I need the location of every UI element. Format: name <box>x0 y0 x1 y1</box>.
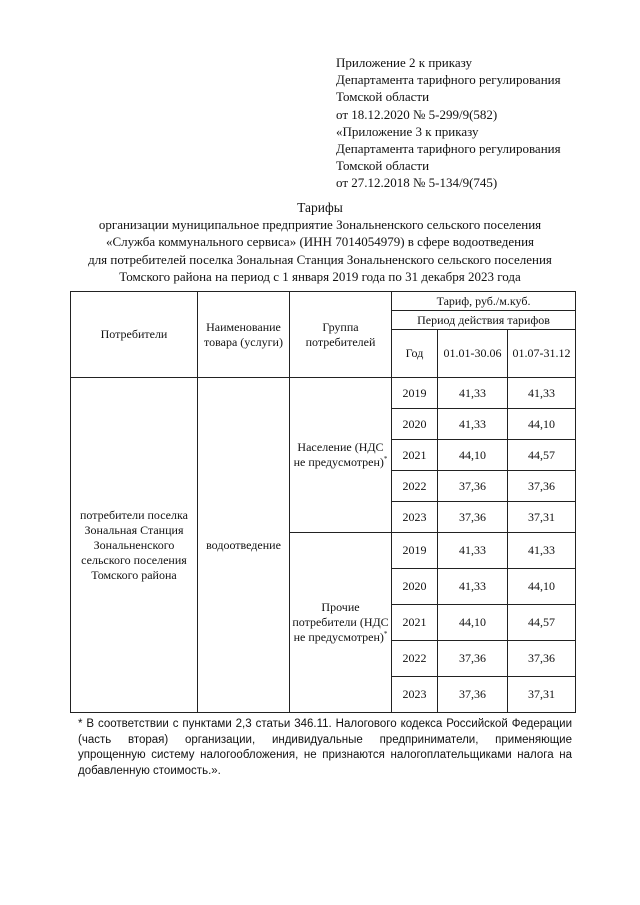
header-line: Департамента тарифного регулирования <box>336 141 561 157</box>
header-line: «Приложение 3 к приказу <box>336 123 479 139</box>
group-name: Население (НДС не предусмотрен) <box>293 440 384 469</box>
year-cell: 2021 <box>392 440 438 471</box>
title-heading: Тарифы <box>297 200 343 215</box>
year-cell: 2020 <box>392 569 438 605</box>
tariff-h2-cell: 37,31 <box>508 677 576 713</box>
header-line: Томской области <box>336 158 430 174</box>
year-cell: 2022 <box>392 641 438 677</box>
header-consumers: Потребители <box>71 292 198 378</box>
year-cell: 2021 <box>392 605 438 641</box>
tariff-h1-cell: 37,36 <box>438 471 508 502</box>
tariff-h2-cell: 37,36 <box>508 471 576 502</box>
header-tariff: Тариф, руб./м.куб. <box>392 292 576 311</box>
year-cell: 2019 <box>392 533 438 569</box>
tariff-h1-cell: 37,36 <box>438 502 508 533</box>
tariff-h1-cell: 37,36 <box>438 677 508 713</box>
tariff-h1-cell: 41,33 <box>438 569 508 605</box>
tariff-h1-cell: 37,36 <box>438 641 508 677</box>
year-cell: 2019 <box>392 378 438 409</box>
tariff-h2-cell: 44,57 <box>508 605 576 641</box>
tariff-h1-cell: 41,33 <box>438 409 508 440</box>
group-cell <box>290 378 392 533</box>
year-cell: 2020 <box>392 409 438 440</box>
title-line: организации муниципальное предприятие Зональненского сельского поселения <box>98 217 542 233</box>
header-group: Группа потребителей <box>290 292 392 378</box>
year-cell: 2023 <box>392 677 438 713</box>
footnote: * В соответствии с пунктами 2,3 статьи 346.11. Налогового кодекса Российской Федерации (часть вторая) организации, индивидуальные предприниматели, применяющие упрощенную систему налогообложения, не признаются налогоплательщиками налога на добавленную стоимость.». <box>78 718 572 777</box>
tariff-table <box>70 291 576 713</box>
tariff-h2-cell: 41,33 <box>508 533 576 569</box>
group-name: Прочие потребители (НДС не предусмотрен) <box>292 600 389 644</box>
tariff-h2-cell: 44,57 <box>508 440 576 471</box>
header-half1: 01.01-30.06 <box>438 330 508 378</box>
consumers-cell: потребители поселка Зональная Станция Зональненского сельского поселения Томского района <box>71 378 198 713</box>
header-line: Приложение 2 к приказу <box>336 55 473 70</box>
tariff-h1-cell: 44,10 <box>438 440 508 471</box>
footnote-mark: * <box>383 455 388 463</box>
document-title <box>0 199 640 285</box>
tariff-h1-cell: 44,10 <box>438 605 508 641</box>
tariff-h2-cell: 44,10 <box>508 409 576 440</box>
tariff-h2-cell: 44,10 <box>508 569 576 605</box>
header-half2: 01.07-31.12 <box>508 330 576 378</box>
year-cell: 2022 <box>392 471 438 502</box>
tariff-h1-cell: 41,33 <box>438 533 508 569</box>
header-product: Наименование товара (услуги) <box>198 292 290 378</box>
tariff-h2-cell: 41,33 <box>508 378 576 409</box>
title-line: Томского района на период с 1 января 2019 года по 31 декабря 2023 года <box>119 268 521 284</box>
title-line: «Служба коммунального сервиса» (ИНН 7014054979) в сфере водоотведения <box>105 234 535 250</box>
title-line: для потребителей поселка Зональная Станция Зональненского сельского поселения <box>88 251 552 267</box>
header-period: Период действия тарифов <box>392 311 576 330</box>
footnote-mark: * <box>383 630 388 638</box>
header-line: Томской области <box>336 89 430 105</box>
tariff-h2-cell: 37,36 <box>508 641 576 677</box>
year-cell: 2023 <box>392 502 438 533</box>
header-line: от 18.12.2020 № 5-299/9(582) <box>336 106 498 122</box>
product-cell: водоотведение <box>198 378 290 713</box>
order-header <box>336 54 561 192</box>
tariff-h2-cell: 37,31 <box>508 502 576 533</box>
header-line: от 27.12.2018 № 5-134/9(745) <box>336 175 498 191</box>
header-line: Департамента тарифного регулирования <box>336 72 561 88</box>
group-cell <box>290 533 392 713</box>
tariff-h1-cell: 41,33 <box>438 378 508 409</box>
header-year: Год <box>392 330 438 378</box>
